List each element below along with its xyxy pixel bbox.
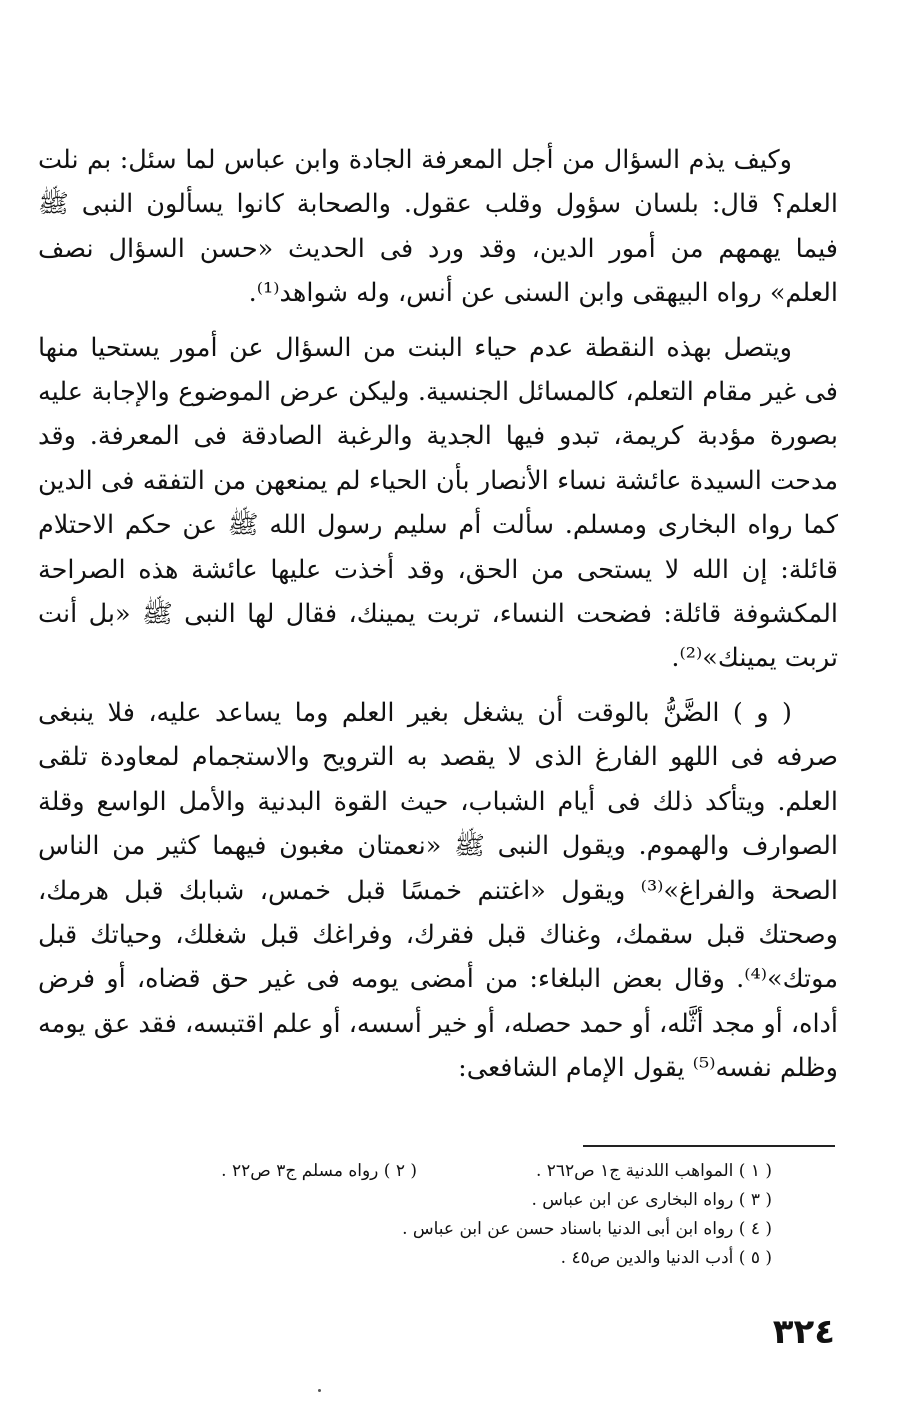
footnote-row: [100, 1157, 772, 1186]
footnote-row: [100, 1186, 772, 1215]
paragraph-3: ( و ) الضَّنُّ بالوقت أن يشغل بغير العلم وما يساعد عليه، فلا ينبغى صرفه فى اللهو الفارغ الذى لا يقصد به الترويح والاستجمام لمعاودة تلقى العلم. ويتأكد ذلك فى أيام الشباب، حيث القوة البدنية والأمل الواسع وقلة الصوارف والهموم. ويقول النبى ﷺ «نعمتان مغبون فيهما كثير من الناس الصحة والفراغ»⁽³⁾ ويقول «اغتنم خمسًا قبل خمس، شبابك قبل هرمك، وصحتك قبل سقمك، وغناك قبل فقرك، وفراغك قبل شغلك، وحياتك قبل موتك»⁽⁴⁾. وقال بعض البلغاء: من أمضى يومه فى غير حق قضاه، أو فرض أداه، أو مجد أثَّله، أو حمد حصله، أو خير أسسه، أو علم اقتبسه، فقد عق يومه وظلم نفسه⁽⁵⁾ يقول الإمام الشافعى:: [38, 697, 838, 1084]
footnote-5: ( ٥ ) أدب الدنيا والدين ص٤٥ .: [560, 1248, 772, 1268]
footnote-4: ( ٤ ) رواه ابن أبى الدنيا باسناد حسن عن ابن عباس .: [402, 1219, 772, 1239]
footnotes: [100, 1157, 772, 1273]
footnote-row: [100, 1244, 772, 1273]
footnote-3: ( ٣ ) رواه البخارى عن ابن عباس .: [531, 1190, 772, 1210]
footnote-row: [100, 1215, 772, 1244]
footnote-1: ( ١ ) المواهب اللدنية ج١ ص٢٦٢ .: [535, 1161, 772, 1181]
scan-speck: [318, 1389, 321, 1392]
paragraph-2: ويتصل بهذه النقطة عدم حياء البنت من السؤال عن أمور يستحيا منها فى غير مقام التعلم، كالمسائل الجنسية. وليكن عرض الموضوع والإجابة عليه بصورة مؤدبة كريمة، تبدو فيها الجدية والرغبة الصادقة فى المعرفة. وقد مدحت السيدة عائشة نساء الأنصار بأن الحياء لم يمنعهن من التفقه فى الدين كما رواه البخارى ومسلم. سألت أم سليم رسول الله ﷺ عن حكم الاحتلام قائلة: إن الله لا يستحى من الحق، وقد أخذت عليها عائشة هذه الصراحة المكشوفة قائلة: فضحت النساء، تربت يمينك، فقال لها النبى ﷺ «بل أنت تربت يمينك»⁽²⁾.: [38, 332, 838, 674]
paragraph-1: وكيف يذم السؤال من أجل المعرفة الجادة وابن عباس لما سئل: بم نلت العلم؟ قال: بلسان سؤول وقلب عقول. والصحابة كانوا يسألون النبى ﷺ فيما يهمهم من أمور الدين، وقد ورد فى الحديث «حسن السؤال نصف العلم» رواه البيهقى وابن السنى عن أنس، وله شواهد⁽¹⁾.: [38, 145, 838, 309]
body-text: [38, 138, 838, 1101]
footnote-separator: [583, 1145, 835, 1147]
page-number: ٣٢٤: [772, 1312, 835, 1352]
footnote-2: ( ٢ ) رواه مسلم ج٣ ص٢٢ .: [221, 1161, 417, 1181]
